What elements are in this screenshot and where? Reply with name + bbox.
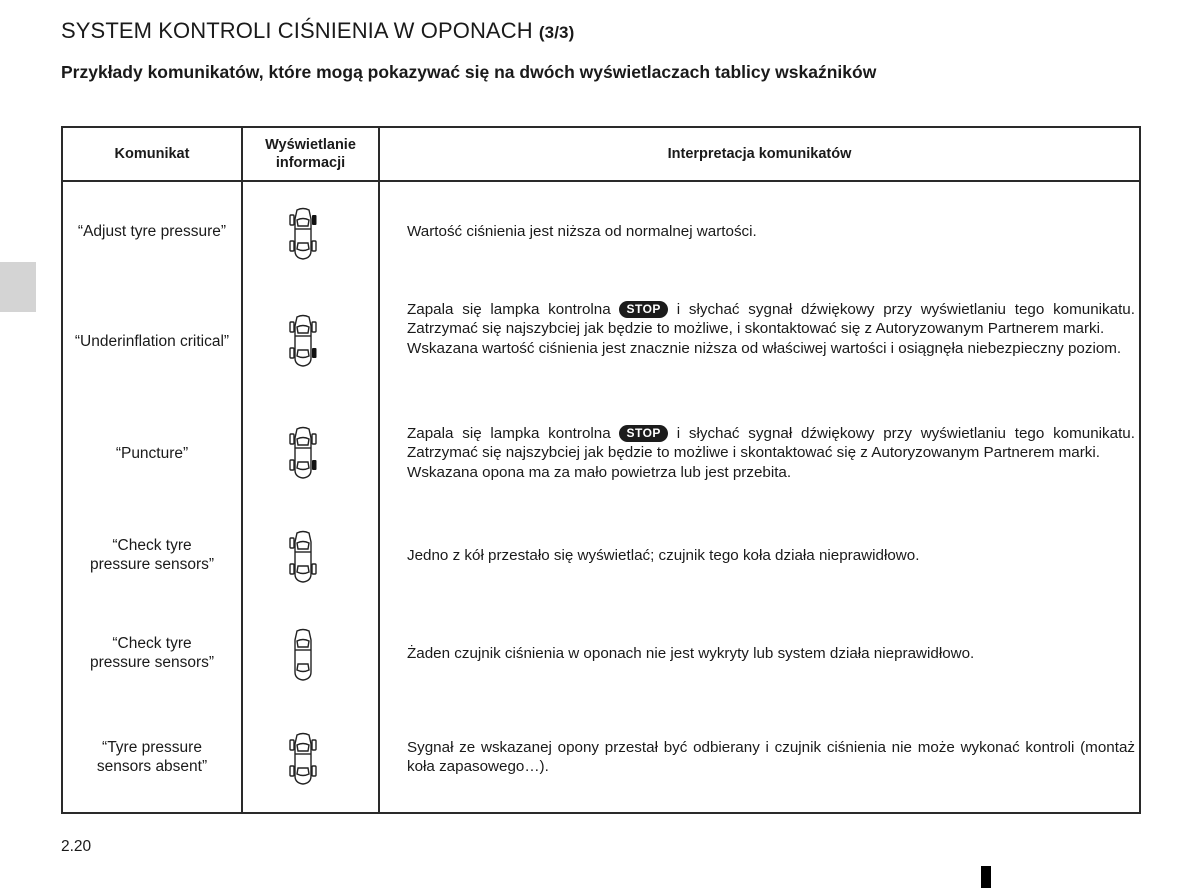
message-text: “Adjust tyre pressure” <box>77 223 227 240</box>
message-text: “Check tyre pressure sensors” <box>89 537 215 573</box>
page-title: SYSTEM KONTROLI CIŚNIENIA W OPONACH (3/3) <box>61 18 575 43</box>
table-row <box>63 512 1139 616</box>
page-number: 2.20 <box>61 838 92 855</box>
interpretation-text: Jedno z kół przestało się wyświetlać; czujnik tego koła działa nieprawidłowo. <box>407 547 920 564</box>
stop-warning-icon: STOP <box>619 301 667 318</box>
message-text: “Underinflation critical” <box>74 333 230 350</box>
header-display-line1: Wyświetlanie <box>265 137 356 153</box>
page-edge-marker <box>981 866 991 888</box>
page-title-part: (3/3) <box>538 23 575 42</box>
page-subtitle: Przykłady komunikatów, które mogą pokazywać się na dwóch wyświetlaczach tablicy wskaźników <box>61 62 877 82</box>
message-text: “Tyre pressure sensors absent” <box>96 739 208 775</box>
car-no-tyres-icon <box>285 628 321 682</box>
header-interpretation: Interpretacja komunikatów <box>667 146 852 162</box>
interpretation-text: Żaden czujnik ciśnienia w oponach nie jest wykryty lub system działa nieprawidłowo. <box>407 645 975 662</box>
table-row <box>63 402 1139 512</box>
interpretation-text: Zapala się lampka kontrolna STOP i słychać sygnał dźwiękowy przy wyświetlaniu tego komunikatu. Zatrzymać się najszybciej jak będzie to możliwe, i skontaktować się z Autoryzowanym Partnerem marki. Wskazana wartość ciśnienia jest znacznie niższa od właściwej wartości i osiągnęła niebezpieczny poziom. <box>407 301 1135 357</box>
interpretation-text: Zapala się lampka kontrolna STOP i słychać sygnał dźwiękowy przy wyświetlaniu tego komunikatu. Zatrzymać się najszybciej jak będzie to możliwe i skontaktować się z Autoryzowanym Partnerem marki. Wskazana opona ma za mało powietrza lub jest przebita. <box>407 425 1135 481</box>
car-tyre-rr-icon <box>285 426 321 480</box>
table-row <box>63 182 1139 286</box>
message-text: “Check tyre pressure sensors” <box>89 635 215 671</box>
stop-warning-icon: STOP <box>619 425 667 442</box>
interpretation-text: Sygnał ze wskazanej opony przestał być odbierany i czujnik ciśnienia nie może wykonać kontroli (montaż koła zapasowego…). <box>407 739 1135 776</box>
message-text: “Puncture” <box>115 445 189 462</box>
table-row <box>63 286 1139 402</box>
header-display <box>243 128 378 180</box>
header-message: Komunikat <box>114 146 190 162</box>
car-tyre-rr-icon <box>285 314 321 368</box>
car-tyre-fr-icon <box>285 207 321 261</box>
section-tab-marker <box>0 262 36 312</box>
table-row <box>63 616 1139 720</box>
car-tyre-missing-icon <box>285 732 321 786</box>
header-display-line2: informacji <box>275 155 346 171</box>
interpretation-text: Wartość ciśnienia jest niższa od normalnej wartości. <box>407 223 757 240</box>
car-tyre-missing-icon <box>285 530 321 584</box>
messages-table <box>61 126 1141 814</box>
table-header-row <box>63 128 1139 182</box>
table-row <box>63 720 1139 812</box>
